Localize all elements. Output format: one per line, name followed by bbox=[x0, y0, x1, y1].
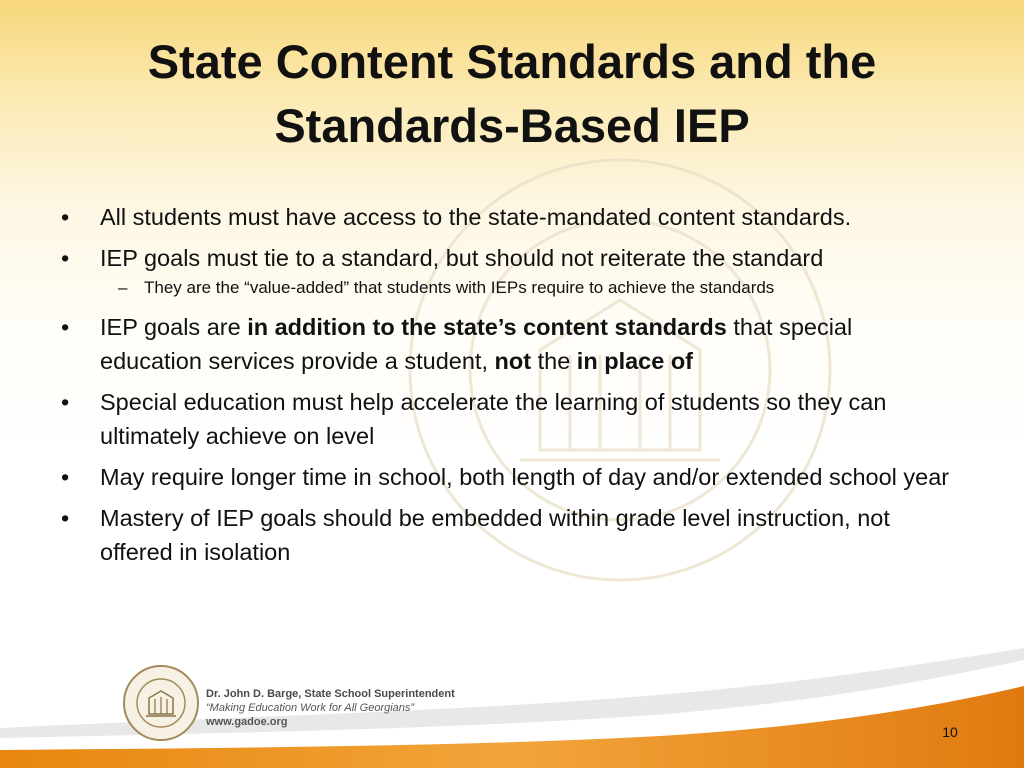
bullet-accelerate-learning: • Special education must help accelerate the learning of students so they can ultimately achieve on level bbox=[56, 385, 956, 453]
bullet-tie-to-standard: • IEP goals must tie to a standard, but should not reiterate the standard bbox=[56, 241, 956, 275]
bullet-list bbox=[56, 200, 956, 576]
sub-bullet-value-added: – They are the “value-added” that students with IEPs require to achieve the standards bbox=[56, 276, 956, 300]
slide-title bbox=[60, 30, 964, 158]
bullet-mastery-embedded: • Mastery of IEP goals should be embedded within grade level instruction, not offered in isolation bbox=[56, 501, 956, 569]
slide-number: 10 bbox=[942, 724, 958, 740]
bold-text: in place of bbox=[576, 348, 694, 374]
footer-credits bbox=[206, 687, 455, 729]
bullet-text: that special education services provide a student, bbox=[100, 314, 853, 374]
bullet-longer-time: • May require longer time in school, both length of day and/or extended school year bbox=[56, 460, 956, 494]
footer-department-seal bbox=[122, 664, 200, 742]
bold-text: not bbox=[494, 348, 532, 374]
footer-superintendent: Dr. John D. Barge, State School Superintendent bbox=[206, 688, 455, 700]
footer-website: www.gadoe.org bbox=[206, 716, 288, 728]
bullet-text: the bbox=[531, 348, 577, 374]
bold-text: in addition to the state’s content standards bbox=[247, 314, 727, 340]
footer-motto: “Making Education Work for All Georgians” bbox=[206, 702, 415, 714]
title-line-2: Standards-Based IEP bbox=[274, 99, 750, 152]
bullet-access-standards: • All students must have access to the state-mandated content standards. bbox=[56, 200, 956, 234]
bullet-in-addition bbox=[56, 310, 956, 378]
bullet-text: IEP goals are bbox=[100, 314, 248, 340]
title-line-1: State Content Standards and the bbox=[147, 35, 877, 88]
